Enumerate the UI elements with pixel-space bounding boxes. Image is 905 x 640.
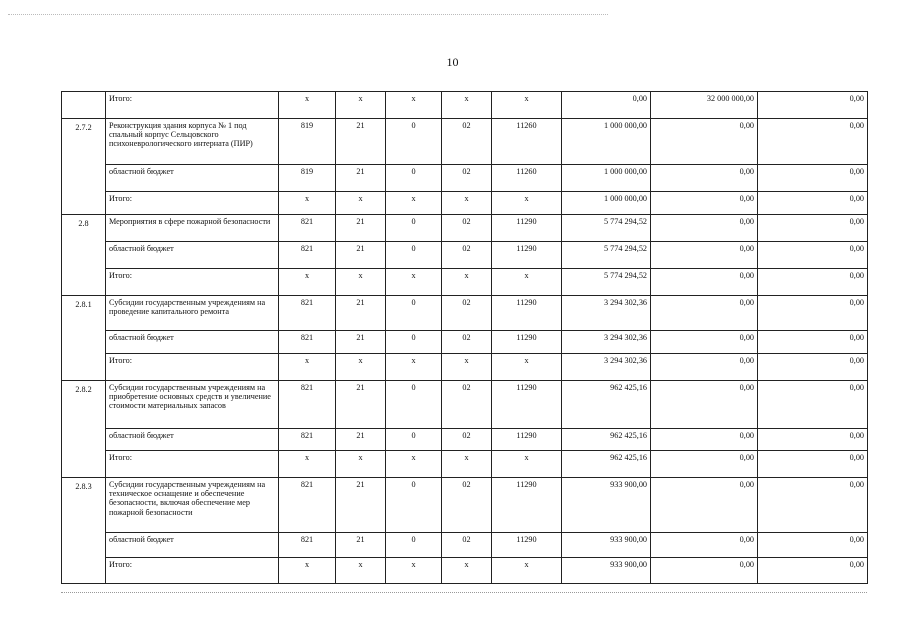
cell-vr: 11290: [492, 215, 562, 242]
cell-value-1: 3 294 302,36: [562, 331, 651, 354]
cell-pr: х: [386, 192, 442, 215]
cell-csr: х: [442, 92, 492, 119]
cell-csr: 02: [442, 119, 492, 165]
cell-name: областной бюджет: [106, 429, 279, 451]
cell-value-2: 0,00: [651, 558, 758, 584]
cell-vr: 11290: [492, 242, 562, 269]
cell-vr: х: [492, 558, 562, 584]
cell-pr: х: [386, 354, 442, 381]
cell-value-3: 0,00: [758, 354, 868, 381]
cell-name: областной бюджет: [106, 533, 279, 558]
cell-pr: 0: [386, 381, 442, 429]
table-row: [62, 165, 868, 192]
cell-rz: 21: [336, 119, 386, 165]
cell-rz: 21: [336, 478, 386, 533]
cell-rz: 21: [336, 429, 386, 451]
cell-value-2: 0,00: [651, 381, 758, 429]
table-row: [62, 558, 868, 584]
table-row: [62, 92, 868, 119]
cell-name: областной бюджет: [106, 331, 279, 354]
table-row: [62, 451, 868, 478]
cell-value-2: 0,00: [651, 119, 758, 165]
table-row: [62, 269, 868, 296]
cell-name: Реконструкция здания корпуса № 1 под спальный корпус Сельцовского психоневрологического интерната (ПИР): [106, 119, 279, 165]
cell-csr: х: [442, 192, 492, 215]
cell-grbs: 821: [279, 242, 336, 269]
cell-grbs: х: [279, 558, 336, 584]
cell-rz: х: [336, 451, 386, 478]
cell-value-2: 0,00: [651, 242, 758, 269]
cell-value-2: 0,00: [651, 451, 758, 478]
cell-name: Субсидии государственным учреждениям на техническое оснащение и обеспечение безопасности, включая обеспечение мер пожарной безопасности: [106, 478, 279, 533]
cell-code: [62, 354, 106, 381]
cell-value-1: 1 000 000,00: [562, 165, 651, 192]
table-row: [62, 242, 868, 269]
cell-csr: 02: [442, 478, 492, 533]
cell-name: Итого:: [106, 192, 279, 215]
cell-grbs: 821: [279, 533, 336, 558]
cell-rz: 21: [336, 533, 386, 558]
cell-value-1: 933 900,00: [562, 478, 651, 533]
cell-value-3: 0,00: [758, 451, 868, 478]
cell-value-2: 32 000 000,00: [651, 92, 758, 119]
cell-name: Итого:: [106, 269, 279, 296]
cell-rz: х: [336, 269, 386, 296]
cell-name: Субсидии государственным учреждениям на проведение капитального ремонта: [106, 296, 279, 331]
cell-vr: х: [492, 354, 562, 381]
cell-value-1: 3 294 302,36: [562, 296, 651, 331]
table-row: [62, 192, 868, 215]
cell-vr: 11290: [492, 331, 562, 354]
cell-grbs: 821: [279, 381, 336, 429]
cell-value-2: 0,00: [651, 429, 758, 451]
cell-grbs: 821: [279, 215, 336, 242]
cell-value-2: 0,00: [651, 354, 758, 381]
cell-value-1: 0,00: [562, 92, 651, 119]
cell-csr: х: [442, 451, 492, 478]
cell-code: [62, 269, 106, 296]
cell-grbs: 821: [279, 478, 336, 533]
cell-value-3: 0,00: [758, 558, 868, 584]
cell-code: [62, 558, 106, 584]
scan-artifact-line: [8, 14, 608, 15]
cell-grbs: 821: [279, 296, 336, 331]
table-row: [62, 429, 868, 451]
cell-value-3: 0,00: [758, 92, 868, 119]
cell-value-3: 0,00: [758, 269, 868, 296]
cell-value-1: 962 425,16: [562, 381, 651, 429]
cell-pr: х: [386, 92, 442, 119]
cell-value-3: 0,00: [758, 119, 868, 165]
cell-grbs: 819: [279, 165, 336, 192]
table-row: [62, 381, 868, 429]
cell-csr: 02: [442, 381, 492, 429]
cell-name: Итого:: [106, 558, 279, 584]
cell-csr: х: [442, 269, 492, 296]
cell-code: 2.8.1: [62, 296, 106, 331]
cell-csr: 02: [442, 296, 492, 331]
cell-grbs: х: [279, 451, 336, 478]
cell-value-1: 1 000 000,00: [562, 119, 651, 165]
cell-code: 2.8: [62, 215, 106, 242]
table-row: [62, 331, 868, 354]
cell-value-1: 3 294 302,36: [562, 354, 651, 381]
cell-value-3: 0,00: [758, 296, 868, 331]
cell-code: 2.7.2: [62, 119, 106, 165]
cell-value-3: 0,00: [758, 192, 868, 215]
cell-pr: х: [386, 269, 442, 296]
cell-code: [62, 429, 106, 451]
cell-grbs: х: [279, 92, 336, 119]
cell-value-2: 0,00: [651, 165, 758, 192]
cell-pr: 0: [386, 429, 442, 451]
cell-value-1: 933 900,00: [562, 533, 651, 558]
cell-grbs: х: [279, 269, 336, 296]
cell-value-3: 0,00: [758, 215, 868, 242]
cell-name: Субсидии государственным учреждениям на приобретение основных средств и увеличение стоимости материальных запасов: [106, 381, 279, 429]
cell-vr: 11290: [492, 296, 562, 331]
cell-pr: 0: [386, 331, 442, 354]
cell-value-2: 0,00: [651, 331, 758, 354]
cell-value-3: 0,00: [758, 381, 868, 429]
cell-rz: х: [336, 92, 386, 119]
table-row: [62, 533, 868, 558]
cell-grbs: 821: [279, 331, 336, 354]
cell-value-1: 962 425,16: [562, 451, 651, 478]
cell-vr: 11290: [492, 533, 562, 558]
cell-value-1: 5 774 294,52: [562, 269, 651, 296]
cell-code: [62, 92, 106, 119]
cell-name: областной бюджет: [106, 165, 279, 192]
cell-value-1: 933 900,00: [562, 558, 651, 584]
cell-pr: 0: [386, 119, 442, 165]
cell-rz: 21: [336, 296, 386, 331]
cell-value-2: 0,00: [651, 269, 758, 296]
table-body: [62, 92, 868, 584]
table-row: [62, 215, 868, 242]
cell-vr: х: [492, 192, 562, 215]
cell-name: областной бюджет: [106, 242, 279, 269]
cell-rz: х: [336, 354, 386, 381]
cell-csr: 02: [442, 242, 492, 269]
cell-value-1: 962 425,16: [562, 429, 651, 451]
cell-value-2: 0,00: [651, 215, 758, 242]
cell-grbs: х: [279, 354, 336, 381]
cell-code: [62, 192, 106, 215]
cell-value-3: 0,00: [758, 533, 868, 558]
cell-value-3: 0,00: [758, 242, 868, 269]
cell-name: Мероприятия в сфере пожарной безопасности: [106, 215, 279, 242]
cell-pr: х: [386, 558, 442, 584]
cell-vr: х: [492, 451, 562, 478]
cell-pr: 0: [386, 242, 442, 269]
cell-grbs: 819: [279, 119, 336, 165]
cell-value-2: 0,00: [651, 192, 758, 215]
cell-value-1: 1 000 000,00: [562, 192, 651, 215]
cell-value-3: 0,00: [758, 478, 868, 533]
cell-code: [62, 165, 106, 192]
cell-csr: 02: [442, 533, 492, 558]
cell-csr: х: [442, 558, 492, 584]
cell-vr: 11290: [492, 478, 562, 533]
cell-csr: 02: [442, 165, 492, 192]
cell-rz: 21: [336, 331, 386, 354]
cell-value-2: 0,00: [651, 478, 758, 533]
cell-pr: 0: [386, 296, 442, 331]
cell-value-3: 0,00: [758, 165, 868, 192]
cell-pr: 0: [386, 165, 442, 192]
cell-rz: 21: [336, 381, 386, 429]
table-row: [62, 478, 868, 533]
cell-value-2: 0,00: [651, 533, 758, 558]
cell-name: Итого:: [106, 92, 279, 119]
table-row: [62, 119, 868, 165]
cell-rz: 21: [336, 242, 386, 269]
cell-vr: 11260: [492, 119, 562, 165]
cell-name: Итого:: [106, 451, 279, 478]
cell-name: Итого:: [106, 354, 279, 381]
cell-pr: 0: [386, 533, 442, 558]
cell-pr: х: [386, 451, 442, 478]
cell-code: [62, 331, 106, 354]
cell-value-2: 0,00: [651, 296, 758, 331]
cell-grbs: 821: [279, 429, 336, 451]
cell-code: 2.8.3: [62, 478, 106, 533]
cell-grbs: х: [279, 192, 336, 215]
cell-code: 2.8.2: [62, 381, 106, 429]
cell-value-3: 0,00: [758, 429, 868, 451]
cell-rz: 21: [336, 165, 386, 192]
cell-csr: х: [442, 354, 492, 381]
page-number: 10: [446, 55, 459, 69]
cell-rz: х: [336, 558, 386, 584]
table-row: [62, 354, 868, 381]
table-row: [62, 296, 868, 331]
cell-csr: 02: [442, 215, 492, 242]
cell-code: [62, 242, 106, 269]
cell-vr: х: [492, 269, 562, 296]
cell-code: [62, 533, 106, 558]
cell-rz: 21: [336, 215, 386, 242]
cell-code: [62, 451, 106, 478]
cell-rz: х: [336, 192, 386, 215]
cell-value-1: 5 774 294,52: [562, 215, 651, 242]
cell-value-1: 5 774 294,52: [562, 242, 651, 269]
budget-table: [61, 91, 868, 584]
cell-pr: 0: [386, 478, 442, 533]
cell-vr: х: [492, 92, 562, 119]
cell-vr: 11290: [492, 381, 562, 429]
cell-csr: 02: [442, 429, 492, 451]
scan-artifact-line: [61, 592, 867, 593]
cell-vr: 11290: [492, 429, 562, 451]
cell-vr: 11260: [492, 165, 562, 192]
cell-csr: 02: [442, 331, 492, 354]
cell-value-3: 0,00: [758, 331, 868, 354]
cell-pr: 0: [386, 215, 442, 242]
